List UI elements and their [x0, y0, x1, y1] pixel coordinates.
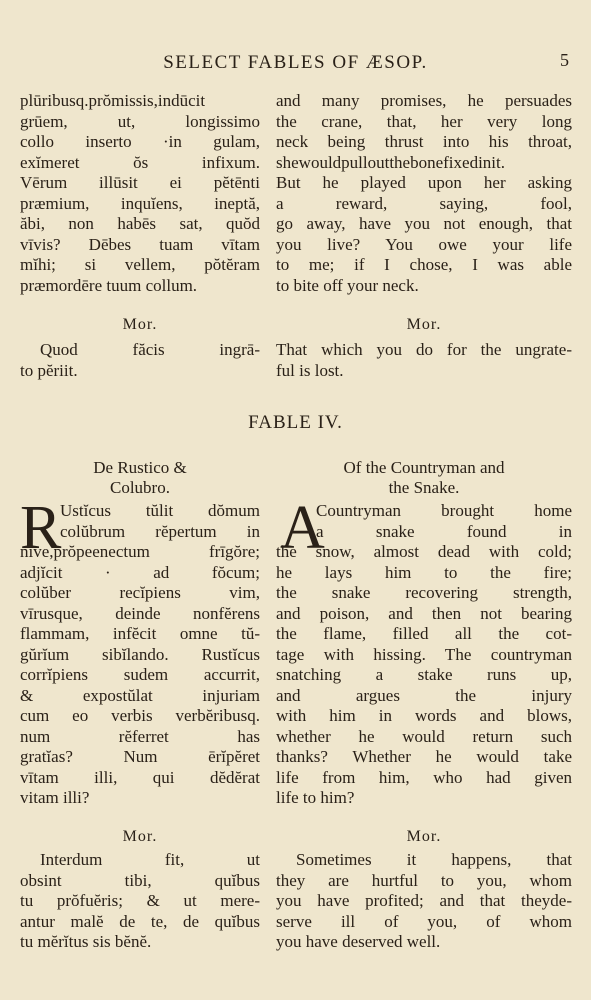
latin-fable-heading: [20, 458, 260, 498]
drop-cap-latin: R: [20, 494, 62, 562]
text-line: shewouldpulloutthebonefixedinit.: [276, 152, 505, 172]
fable3-english-text: [276, 91, 572, 296]
text-line: num rĕferret has: [20, 726, 260, 746]
text-line: to bite off your neck.: [276, 275, 419, 295]
fable3-moral-english: [276, 340, 572, 381]
text-line: tu prŏfuĕris; & ut mere-: [20, 891, 260, 910]
text-line: serve ill of you, of whom: [276, 911, 572, 931]
text-line: corrĭpiens sudem accurrit,: [20, 665, 260, 684]
page-number: 5: [560, 50, 569, 70]
text-line: go away, have you not enough, that: [276, 214, 572, 233]
text-line: antur malĕ de te, de quĭbus: [20, 911, 260, 931]
text-line: life to him?: [276, 788, 355, 807]
text-line: thanks? Whether he would take: [276, 747, 572, 766]
fable4-latin-text: [20, 501, 260, 809]
fable4-english-text: [276, 501, 572, 809]
text-line: Sometimes it happens, that: [296, 850, 572, 869]
text-line: the crane, that, her very long: [276, 111, 572, 131]
text-line: the flame, filled all the cot-: [276, 624, 572, 643]
text-line: you have deserved well.: [276, 932, 441, 951]
text-line: the snake recovering strength,: [276, 583, 572, 602]
text-line: and argues the injury: [276, 685, 572, 705]
text-line: and poison, and then not bearing: [276, 603, 572, 623]
text-line: they are hurtful to you, whom: [276, 870, 572, 890]
fable4-moral-latin: [20, 850, 260, 953]
text-line: gratĭas? Num ērĭpĕret: [20, 747, 260, 766]
heading-line: Colubro.: [110, 478, 170, 497]
text-line: vīvis? Dēbes tuam vītam: [20, 234, 260, 254]
text-line: Ustĭcus tŭlit dŏmum: [60, 501, 260, 520]
text-line: tu mĕrĭtus sis bĕnĕ.: [20, 932, 152, 951]
text-line: ăbi, non habēs sat, quŏd: [20, 214, 260, 233]
moral-heading-english: Mor.: [406, 316, 442, 333]
text-line: ful is lost.: [276, 360, 344, 380]
fable3-moral-latin: [20, 340, 260, 381]
text-line: nĭve,prŏpeenectum frīgŏre;: [20, 542, 260, 561]
text-line: tage with hissing. The countryman: [276, 644, 572, 664]
text-line: præmium, inquĭens, ineptă,: [20, 193, 260, 213]
text-line: a reward, saying, fool,: [276, 193, 572, 213]
heading-line: De Rustico &: [93, 458, 187, 477]
text-line: Interdum fit, ut: [40, 850, 260, 869]
text-line: præmordēre tuum collum.: [20, 275, 198, 295]
text-line: Quod făcis ingrā-: [40, 340, 260, 359]
text-line: exĭmeret ŏs infixum.: [20, 152, 260, 172]
text-line: you have profited; and that theyde-: [276, 891, 572, 910]
english-fable-heading: [276, 458, 572, 498]
text-line: plūribusq.prŏmissis,indūcit: [20, 91, 206, 110]
text-line: to pĕriit.: [20, 360, 78, 380]
text-line: gŭrĭum sibĭlando. Rustĭcus: [20, 644, 260, 664]
text-line: Vērum illūsit ei pĕtēnti: [20, 173, 260, 192]
text-line: the snow, almost dead with cold;: [276, 542, 572, 561]
fable-title: FABLE IV.: [248, 412, 343, 433]
text-line: with him in words and blows,: [276, 706, 572, 725]
text-line: collo inserto ·in gulam,: [20, 132, 260, 151]
heading-line: the Snake.: [388, 478, 460, 497]
text-line: life from him, who had given: [276, 767, 572, 787]
text-line: he lays him to the fire;: [276, 562, 572, 582]
text-line: That which you do for the ungrate-: [276, 340, 572, 359]
text-line: vitam illi?: [20, 788, 90, 807]
text-line: Countryman brought home: [316, 501, 572, 520]
moral-heading-latin: Mor.: [122, 316, 158, 333]
text-line: colŭber recĭpiens vim,: [20, 583, 260, 602]
moral-heading-english: Mor.: [406, 828, 442, 845]
text-line: & expostŭlat injuriam: [20, 685, 260, 705]
fable4-moral-english: [276, 850, 572, 953]
text-line: mĭhi; si vellem, pŏtĕram: [20, 255, 260, 274]
text-line: vītam illi, qui dĕdĕrat: [20, 767, 260, 787]
text-line: cum eo verbis verbĕribusq.: [20, 706, 260, 725]
text-line: vīrusque, deinde nonfĕrens: [20, 603, 260, 623]
text-line: obsint tibi, quĭbus: [20, 870, 260, 890]
text-line: But he played upon her asking: [276, 173, 572, 192]
text-line: grūem, ut, longissimo: [20, 111, 260, 131]
text-line: and many promises, he persuades: [276, 91, 572, 110]
fable3-latin-text: [20, 91, 260, 296]
text-line: colŭbrum rĕpertum in: [60, 521, 260, 541]
text-line: adjĭcit · ad fŏcum;: [20, 562, 260, 582]
text-line: you live? You owe your life: [276, 234, 572, 254]
text-line: a snake found in: [316, 521, 572, 541]
moral-heading-latin: Mor.: [122, 828, 158, 845]
running-header: SELECT FABLES OF ÆSOP.: [163, 52, 428, 73]
heading-line: Of the Countryman and: [343, 458, 505, 477]
text-line: to me; if I chose, I was able: [276, 255, 572, 274]
text-line: flammam, infĕcit omne tŭ-: [20, 624, 260, 643]
text-line: whether he would return such: [276, 726, 572, 746]
drop-cap-english: A: [280, 494, 325, 562]
text-line: neck being thrust into his throat,: [276, 132, 572, 151]
text-line: snatching a stake runs up,: [276, 665, 572, 684]
